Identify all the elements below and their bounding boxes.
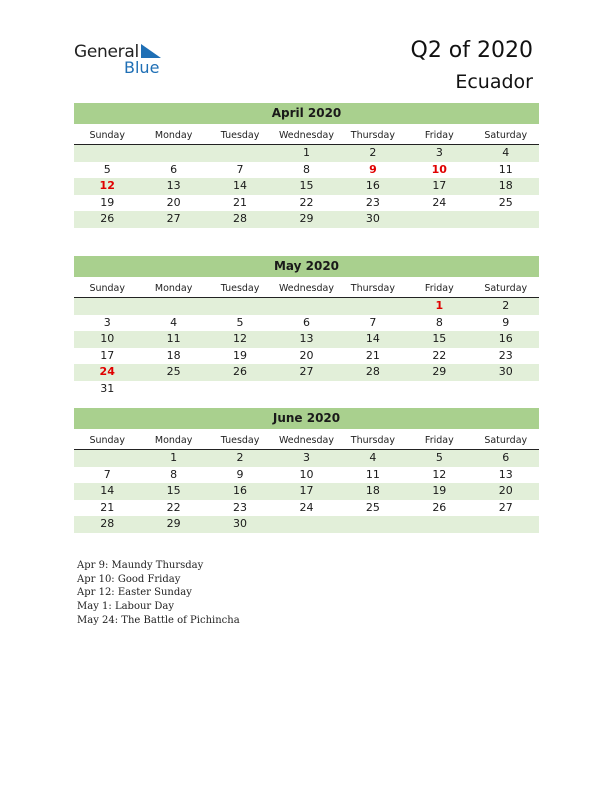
weekday-label: Monday <box>154 130 193 141</box>
day-cell: 30 <box>365 212 380 226</box>
week-row <box>74 381 539 398</box>
week-row <box>74 145 539 162</box>
day-cell: 8 <box>170 467 178 481</box>
day-cell: 20 <box>498 484 513 498</box>
weekday-label: Saturday <box>484 435 528 446</box>
day-cell <box>473 381 539 398</box>
weekday-label: Saturday <box>484 283 528 294</box>
day-cell <box>207 145 273 162</box>
day-cell: 9 <box>236 467 244 481</box>
day-cell <box>74 298 140 315</box>
day-cell: 12 <box>99 179 115 193</box>
day-cell: 30 <box>498 365 513 379</box>
day-cell: 24 <box>299 500 314 514</box>
day-cell <box>473 211 539 228</box>
day-cell: 24 <box>432 195 447 209</box>
weekday-label: Monday <box>154 283 193 294</box>
day-cell: 5 <box>103 162 111 176</box>
day-cell <box>473 516 539 533</box>
day-cell: 29 <box>432 365 447 379</box>
day-cell: 27 <box>498 500 513 514</box>
day-cell: 9 <box>502 315 510 329</box>
day-cell <box>273 381 339 398</box>
week-row <box>74 195 539 212</box>
month-june <box>74 408 539 533</box>
week-row <box>74 483 539 500</box>
weekday-label: Wednesday <box>278 435 334 446</box>
day-cell: 19 <box>233 348 248 362</box>
weekday-label: Friday <box>424 130 454 141</box>
day-cell: 14 <box>233 179 248 193</box>
day-cell: 26 <box>432 500 447 514</box>
day-cell: 25 <box>498 195 513 209</box>
weekday-label: Tuesday <box>220 130 260 141</box>
day-cell: 21 <box>365 348 380 362</box>
day-cell: 29 <box>299 212 314 226</box>
day-cell: 14 <box>100 484 115 498</box>
day-cell: 27 <box>166 212 181 226</box>
weekday-label: Wednesday <box>278 283 334 294</box>
day-cell: 4 <box>170 315 178 329</box>
day-cell: 19 <box>432 484 447 498</box>
day-cell: 25 <box>166 365 181 379</box>
day-cell: 22 <box>299 195 314 209</box>
week-row <box>74 178 539 195</box>
day-cell: 20 <box>299 348 314 362</box>
brand-general-text: General <box>74 42 139 62</box>
weekday-label: Friday <box>424 283 454 294</box>
day-cell: 10 <box>100 332 115 346</box>
day-cell: 15 <box>299 179 314 193</box>
day-cell <box>140 298 206 315</box>
day-cell <box>273 298 339 315</box>
day-cell: 16 <box>498 332 513 346</box>
day-cell: 11 <box>166 332 181 346</box>
holiday-note: May 24: The Battle of Pichincha <box>77 614 240 626</box>
weekday-header-row <box>74 280 539 298</box>
triangle-flag-icon <box>141 44 163 60</box>
day-cell: 11 <box>498 162 513 176</box>
day-cell: 31 <box>100 381 115 395</box>
day-cell <box>406 381 472 398</box>
day-cell: 2 <box>369 146 377 159</box>
weekday-label: Wednesday <box>278 130 334 141</box>
week-row <box>74 348 539 365</box>
day-cell: 23 <box>233 500 248 514</box>
weekday-label: Thursday <box>350 283 395 294</box>
day-cell: 16 <box>365 179 380 193</box>
day-cell <box>340 516 406 533</box>
day-cell: 9 <box>369 162 377 176</box>
day-cell: 6 <box>170 162 178 176</box>
day-cell: 6 <box>302 315 310 329</box>
day-cell: 21 <box>233 195 248 209</box>
day-cell: 10 <box>431 162 447 176</box>
holiday-note: Apr 9: Maundy Thursday <box>77 560 204 571</box>
month-may <box>74 256 539 398</box>
weekday-label: Tuesday <box>220 283 260 294</box>
day-cell: 18 <box>365 484 380 498</box>
weekday-header-row <box>74 127 539 145</box>
day-cell: 12 <box>233 332 248 346</box>
week-row <box>74 450 539 467</box>
week-row <box>74 467 539 484</box>
week-row <box>74 516 539 533</box>
month-title: May 2020 <box>74 256 539 277</box>
day-cell: 7 <box>236 162 244 176</box>
day-cell: 13 <box>299 332 314 346</box>
holiday-note: Apr 10: Good Friday <box>77 573 181 585</box>
weekday-label: Thursday <box>350 130 395 141</box>
day-cell: 25 <box>365 500 380 514</box>
brand-blue-text: Blue <box>124 58 160 77</box>
month-title: June 2020 <box>74 408 539 429</box>
day-cell <box>273 516 339 533</box>
day-cell: 4 <box>369 451 377 464</box>
day-cell: 26 <box>100 212 115 226</box>
day-cell: 11 <box>365 467 380 481</box>
holiday-note: May 1: Labour Day <box>77 601 174 613</box>
day-cell: 28 <box>100 517 115 531</box>
day-cell: 27 <box>299 365 314 379</box>
day-cell: 3 <box>435 146 443 159</box>
day-cell: 1 <box>302 146 310 159</box>
holiday-note: Apr 12: Easter Sunday <box>77 587 192 599</box>
day-cell: 22 <box>432 348 447 362</box>
day-cell: 18 <box>166 348 181 362</box>
day-cell: 13 <box>498 467 513 481</box>
day-cell <box>340 381 406 398</box>
day-cell: 5 <box>435 451 443 464</box>
day-cell: 30 <box>233 517 248 531</box>
weekday-label: Thursday <box>350 435 395 446</box>
day-cell: 26 <box>233 365 248 379</box>
day-cell: 13 <box>166 179 181 193</box>
month-title: April 2020 <box>74 103 539 124</box>
day-cell: 28 <box>365 365 380 379</box>
week-row <box>74 500 539 517</box>
day-cell: 1 <box>170 451 178 464</box>
day-cell: 28 <box>233 212 248 226</box>
day-cell: 1 <box>435 299 444 312</box>
day-cell <box>74 450 140 467</box>
day-cell <box>406 211 472 228</box>
week-row <box>74 298 539 315</box>
day-cell <box>140 381 206 398</box>
day-cell: 18 <box>498 179 513 193</box>
day-cell <box>74 145 140 162</box>
day-cell: 21 <box>100 500 115 514</box>
week-row <box>74 315 539 332</box>
day-cell: 5 <box>236 315 244 329</box>
weekday-label: Sunday <box>89 130 125 141</box>
day-cell: 3 <box>103 315 111 329</box>
day-cell: 17 <box>432 179 447 193</box>
weekday-header-row <box>74 432 539 450</box>
day-cell <box>406 516 472 533</box>
day-cell: 17 <box>100 348 115 362</box>
day-cell: 3 <box>302 451 310 464</box>
day-cell: 24 <box>99 365 115 379</box>
day-cell: 29 <box>166 517 181 531</box>
day-cell: 16 <box>233 484 248 498</box>
day-cell: 22 <box>166 500 181 514</box>
day-cell: 15 <box>432 332 447 346</box>
day-cell: 7 <box>369 315 377 329</box>
day-cell: 19 <box>100 195 115 209</box>
day-cell: 23 <box>365 195 380 209</box>
week-row <box>74 364 539 381</box>
page-title: Q2 of 2020 <box>410 38 533 63</box>
day-cell: 15 <box>166 484 181 498</box>
day-cell: 17 <box>299 484 314 498</box>
day-cell: 14 <box>365 332 380 346</box>
day-cell: 2 <box>236 451 244 464</box>
day-cell: 6 <box>502 451 510 464</box>
weekday-label: Friday <box>424 435 454 446</box>
country-name: Ecuador <box>455 71 533 93</box>
day-cell: 2 <box>502 299 510 312</box>
weekday-label: Tuesday <box>220 435 260 446</box>
month-april <box>74 103 539 228</box>
day-cell: 23 <box>498 348 513 362</box>
week-row <box>74 162 539 179</box>
weekday-label: Sunday <box>89 435 125 446</box>
day-cell: 7 <box>103 467 111 481</box>
day-cell: 12 <box>432 467 447 481</box>
day-cell: 4 <box>502 146 510 159</box>
day-cell <box>140 145 206 162</box>
day-cell <box>207 298 273 315</box>
week-row <box>74 211 539 228</box>
weekday-label: Monday <box>154 435 193 446</box>
holiday-notes <box>77 559 240 627</box>
weekday-label: Saturday <box>484 130 528 141</box>
brand-logo <box>74 42 174 78</box>
day-cell <box>207 381 273 398</box>
weekday-label: Sunday <box>89 283 125 294</box>
day-cell: 8 <box>435 315 443 329</box>
day-cell: 8 <box>302 162 310 176</box>
week-row <box>74 331 539 348</box>
day-cell: 20 <box>166 195 181 209</box>
day-cell <box>340 298 406 315</box>
day-cell: 10 <box>299 467 314 481</box>
